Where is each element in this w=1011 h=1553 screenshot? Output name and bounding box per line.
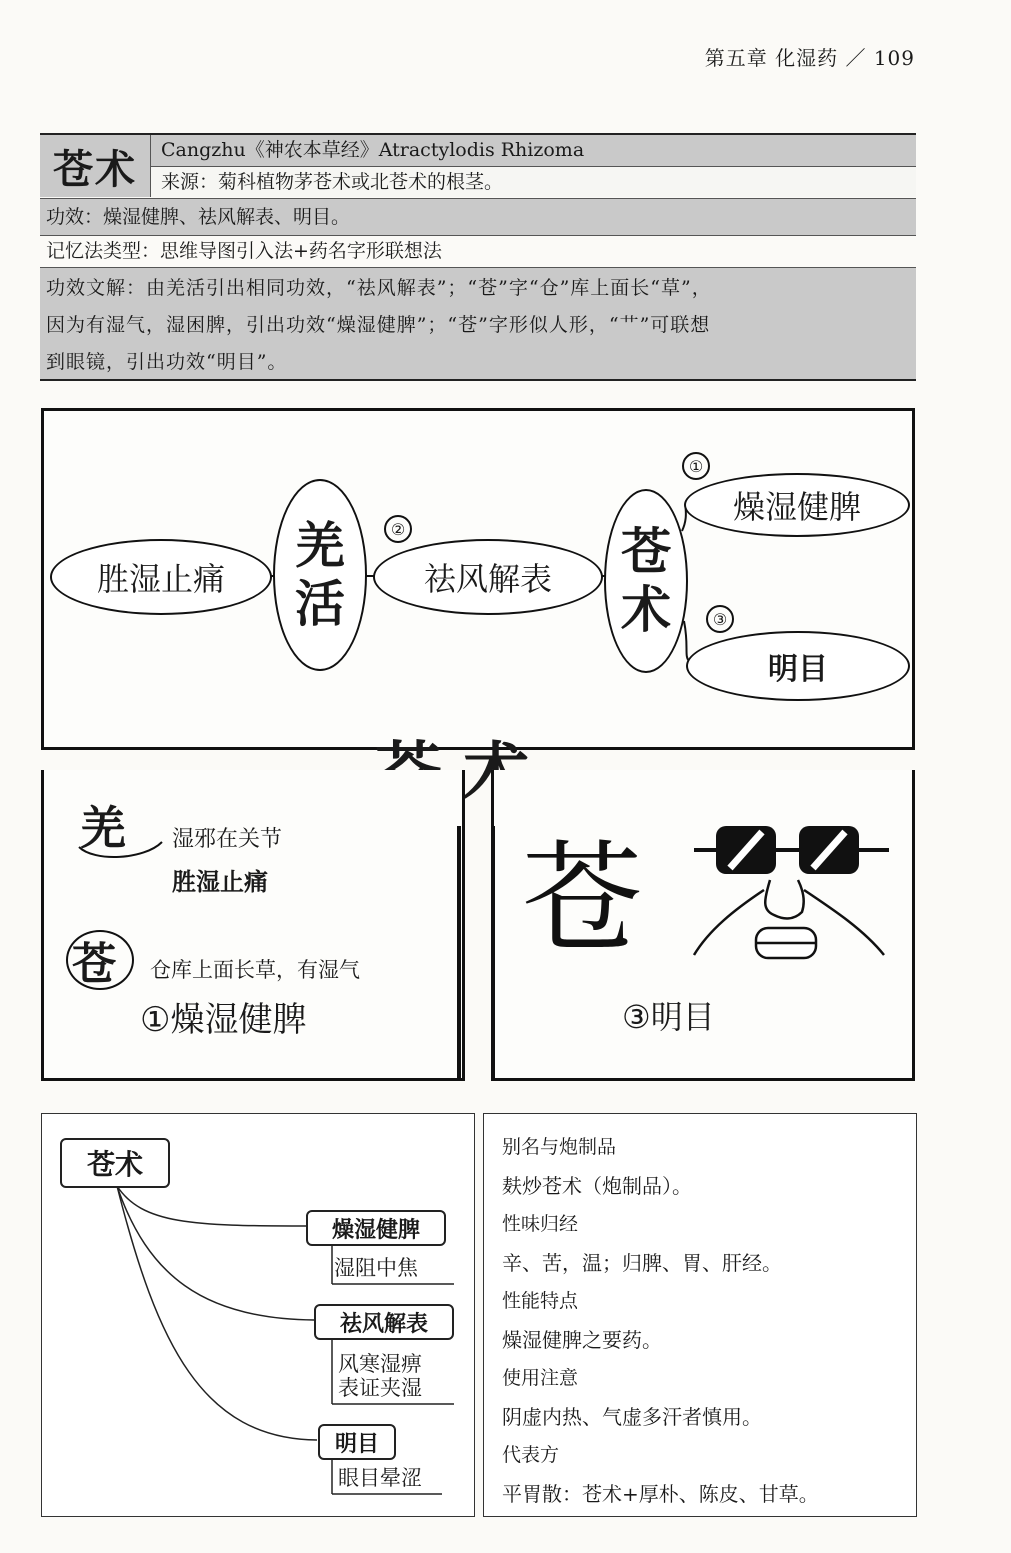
explanation-line: 功效文解：由羌活引出相同功效，“祛风解表”；“苍”字“仓”库上面长“草”， xyxy=(46,277,712,299)
notes-text: 燥湿健脾之要药。 xyxy=(502,1327,662,1352)
tree-root: 苍术 xyxy=(60,1138,170,1188)
memory-method-type: 记忆法类型：思维导图引入法+药名字形联想法 xyxy=(40,236,916,268)
tree-branch-qufeng: 祛风解表 xyxy=(314,1304,454,1340)
node-shengshi: 胜湿止痛 xyxy=(50,539,272,615)
notes-heading: 代表方 xyxy=(502,1444,560,1466)
notes-text: 麸炒苍术（炮制品）。 xyxy=(502,1173,692,1198)
text-shixie: 湿邪在关节 xyxy=(172,827,283,852)
panel-left-right-border xyxy=(457,826,461,1078)
herb-name: 苍术 xyxy=(40,135,151,197)
node-mingmu: 明目 xyxy=(686,631,910,701)
notes-heading: 性味归经 xyxy=(502,1213,579,1235)
char-cang-large: 苍 xyxy=(522,831,642,970)
caption-mingmu: ③明目 xyxy=(622,998,715,1036)
herb-source: 来源：菊科植物茅苍术或北苍术的根茎。 xyxy=(151,167,916,197)
panel-character-explanation xyxy=(41,770,465,1081)
notes-heading: 性能特点 xyxy=(502,1290,579,1312)
panel-right-left-border xyxy=(491,826,495,1078)
tree-leaf: 湿阻中焦 xyxy=(334,1256,418,1280)
tree-branch-mingmu: 明目 xyxy=(318,1424,396,1460)
number-3-marker: ③ xyxy=(706,605,734,633)
underline-swoosh-1 xyxy=(74,822,164,862)
tree-branch-zaoshi: 燥湿健脾 xyxy=(306,1210,446,1246)
mind-map-illustration xyxy=(41,408,915,750)
effects-tree-diagram xyxy=(41,1113,475,1517)
herb-notes-box xyxy=(483,1113,917,1517)
notes-heading: 别名与炮制品 xyxy=(502,1136,617,1158)
node-zaoshi: 燥湿健脾 xyxy=(684,473,910,537)
panel-face-illustration xyxy=(491,770,915,1081)
notes-heading: 使用注意 xyxy=(502,1367,579,1389)
number-2-marker: ② xyxy=(384,515,412,543)
node-qianghuo: 羌 活 xyxy=(273,479,367,671)
page-header: 第五章 化湿药 ／ 109 xyxy=(704,46,915,70)
herb-effect: 功效：燥湿健脾、祛风解表、明目。 xyxy=(40,198,916,236)
notes-text: 辛、苦，温；归脾、胃、肝经。 xyxy=(502,1250,782,1275)
char-qiang: 羌 xyxy=(80,801,126,855)
number-1-marker: ① xyxy=(682,452,710,480)
explanation-line: 因为有湿气，湿困脾，引出功效“燥湿健脾”；“苍”字形似人形，“艹”可联想 xyxy=(46,314,711,336)
explanation-line: 到眼镜，引出功效“明目”。 xyxy=(46,351,288,373)
herb-info-table xyxy=(40,133,916,381)
notes-text: 平胃散：苍术+厚朴、陈皮、甘草。 xyxy=(502,1481,819,1506)
char-cang: 苍 xyxy=(72,939,116,990)
text-zaoshi: ①燥湿健脾 xyxy=(140,1000,307,1040)
tree-leaf: 表证夹湿 xyxy=(338,1376,422,1400)
tree-leaf: 风寒湿痹 xyxy=(338,1352,422,1376)
effect-explanation xyxy=(40,268,916,379)
tree-leaf: 眼目晕涩 xyxy=(338,1466,422,1490)
node-cangzhu: 苍 术 xyxy=(604,489,688,673)
notes-text: 阴虚内热、气虚多汗者慎用。 xyxy=(502,1404,762,1429)
text-shengshi: 胜湿止痛 xyxy=(172,867,268,896)
herb-pinyin-line: Cangzhu《神农本草经》Atractylodis Rhizoma xyxy=(151,135,916,167)
text-cangku: 仓库上面长草，有湿气 xyxy=(150,958,360,982)
node-qufeng: 祛风解表 xyxy=(373,539,603,615)
